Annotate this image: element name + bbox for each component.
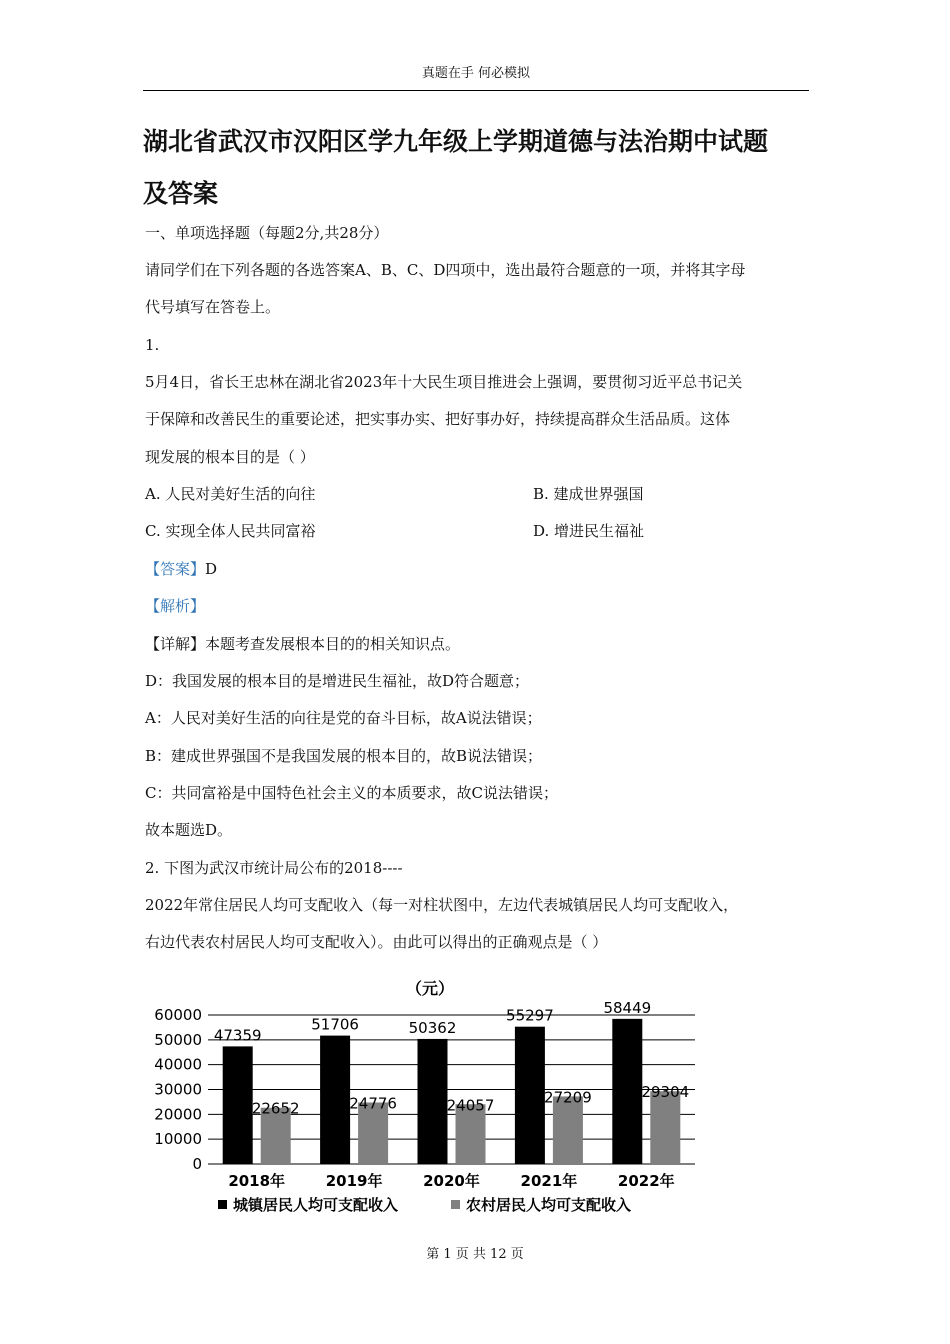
page-header: 真题在手 何必模拟	[143, 62, 809, 91]
section-heading: 一、单项选择题（每题2分,共28分）	[145, 224, 389, 242]
x-tick-label: 2022年	[617, 1172, 675, 1190]
bar-rural	[650, 1091, 680, 1164]
x-tick-label: 2020年	[423, 1172, 480, 1190]
answer-value: D	[205, 560, 218, 578]
data-label: 24776	[349, 1094, 397, 1113]
legend-entry: 农村居民人均可支配收入	[466, 1196, 632, 1214]
instruction-line2: 代号填写在答卷上。	[145, 298, 281, 316]
x-tick-label: 2021年	[520, 1172, 578, 1190]
q2-stem-line1: 2. 下图为武汉市统计局公布的2018----	[145, 859, 403, 877]
bar-rural	[553, 1096, 583, 1164]
q2-stem-line2: 2022年常住居民人均可支配收入（每一对柱状图中，左边代表城镇居民人均可支配收入，	[145, 896, 739, 914]
data-label: 29304	[641, 1083, 690, 1102]
x-tick-label: 2018年	[228, 1172, 286, 1190]
q1-option-a: A. 人民对美好生活的向往	[145, 485, 316, 503]
legend-swatch	[218, 1200, 227, 1209]
detail-line: 【详解】本题考查发展根本目的的相关知识点。	[145, 635, 461, 653]
data-label: 50362	[408, 1018, 457, 1037]
page-footer: 第 1 页 共 12 页	[426, 1247, 524, 1262]
bar-urban	[418, 1039, 448, 1164]
y-tick-label: 30000	[154, 1080, 202, 1099]
legend-entry: 城镇居民人均可支配收入	[233, 1196, 399, 1214]
q2-stem-line3: 右边代表农村居民人均可支配收入）。由此可以得出的正确观点是（ ）	[145, 933, 608, 951]
bar-urban	[515, 1027, 545, 1164]
document-title-line2: 及答案	[143, 179, 219, 208]
data-label: 47359	[213, 1026, 262, 1045]
answer-label: 【答案】	[145, 560, 206, 578]
q1-number: 1.	[145, 336, 160, 354]
x-tick-label: 2019年	[325, 1172, 383, 1190]
analysis-label: 【解析】	[145, 597, 206, 615]
data-label: 51706	[311, 1015, 359, 1034]
bar-urban	[320, 1036, 350, 1164]
q1-option-c: C. 实现全体人民共同富裕	[145, 522, 316, 540]
document-title-line1: 湖北省武汉市汉阳区学九年级上学期道德与法治期中试题	[143, 127, 769, 156]
q1-answer	[145, 559, 217, 579]
instruction-line1: 请同学们在下列各题的各选答案A、B、C、D四项中，选出最符合题意的一项，并将其字母	[145, 261, 746, 279]
q1-stem-line2: 于保障和改善民生的重要论述，把实事办实、把好事办好，持续提高群众生活品质。这体	[145, 410, 731, 428]
conclusion: 故本题选D。	[145, 821, 233, 839]
legend-swatch	[451, 1200, 460, 1209]
y-tick-label: 50000	[154, 1030, 202, 1049]
bar-urban	[223, 1046, 253, 1164]
explanation-b: B：建成世界强国不是我国发展的根本目的，故B说法错误；	[145, 747, 543, 765]
q1-option-b: B. 建成世界强国	[533, 485, 644, 503]
q1-stem-line1: 5月4日，省长王忠林在湖北省2023年十大民生项目推进会上强调，要贯彻习近平总书记关	[145, 373, 743, 391]
y-tick-label: 60000	[154, 1006, 202, 1024]
y-tick-label: 20000	[154, 1105, 202, 1124]
explanation-c: C：共同富裕是中国特色社会主义的本质要求，故C说法错误；	[145, 784, 558, 802]
data-label: 58449	[603, 998, 652, 1017]
chart-title: （元）	[405, 979, 455, 998]
q1-option-d: D. 增进民生福祉	[533, 522, 645, 540]
data-label: 27209	[544, 1088, 592, 1107]
y-tick-label: 0	[192, 1155, 202, 1173]
explanation-d: D：我国发展的根本目的是增进民生福祉，故D符合题意；	[145, 672, 530, 690]
y-tick-label: 10000	[154, 1130, 202, 1149]
q1-stem-line3: 现发展的根本目的是（ ）	[145, 448, 315, 466]
explanation-a: A：人民对美好生活的向往是党的奋斗目标，故A说法错误；	[145, 709, 542, 727]
y-tick-label: 40000	[154, 1055, 202, 1074]
income-bar-chart	[140, 970, 700, 1230]
data-label: 55297	[506, 1006, 554, 1025]
data-label: 22652	[251, 1099, 300, 1118]
data-label: 24057	[446, 1096, 495, 1115]
bar-urban	[612, 1019, 642, 1164]
